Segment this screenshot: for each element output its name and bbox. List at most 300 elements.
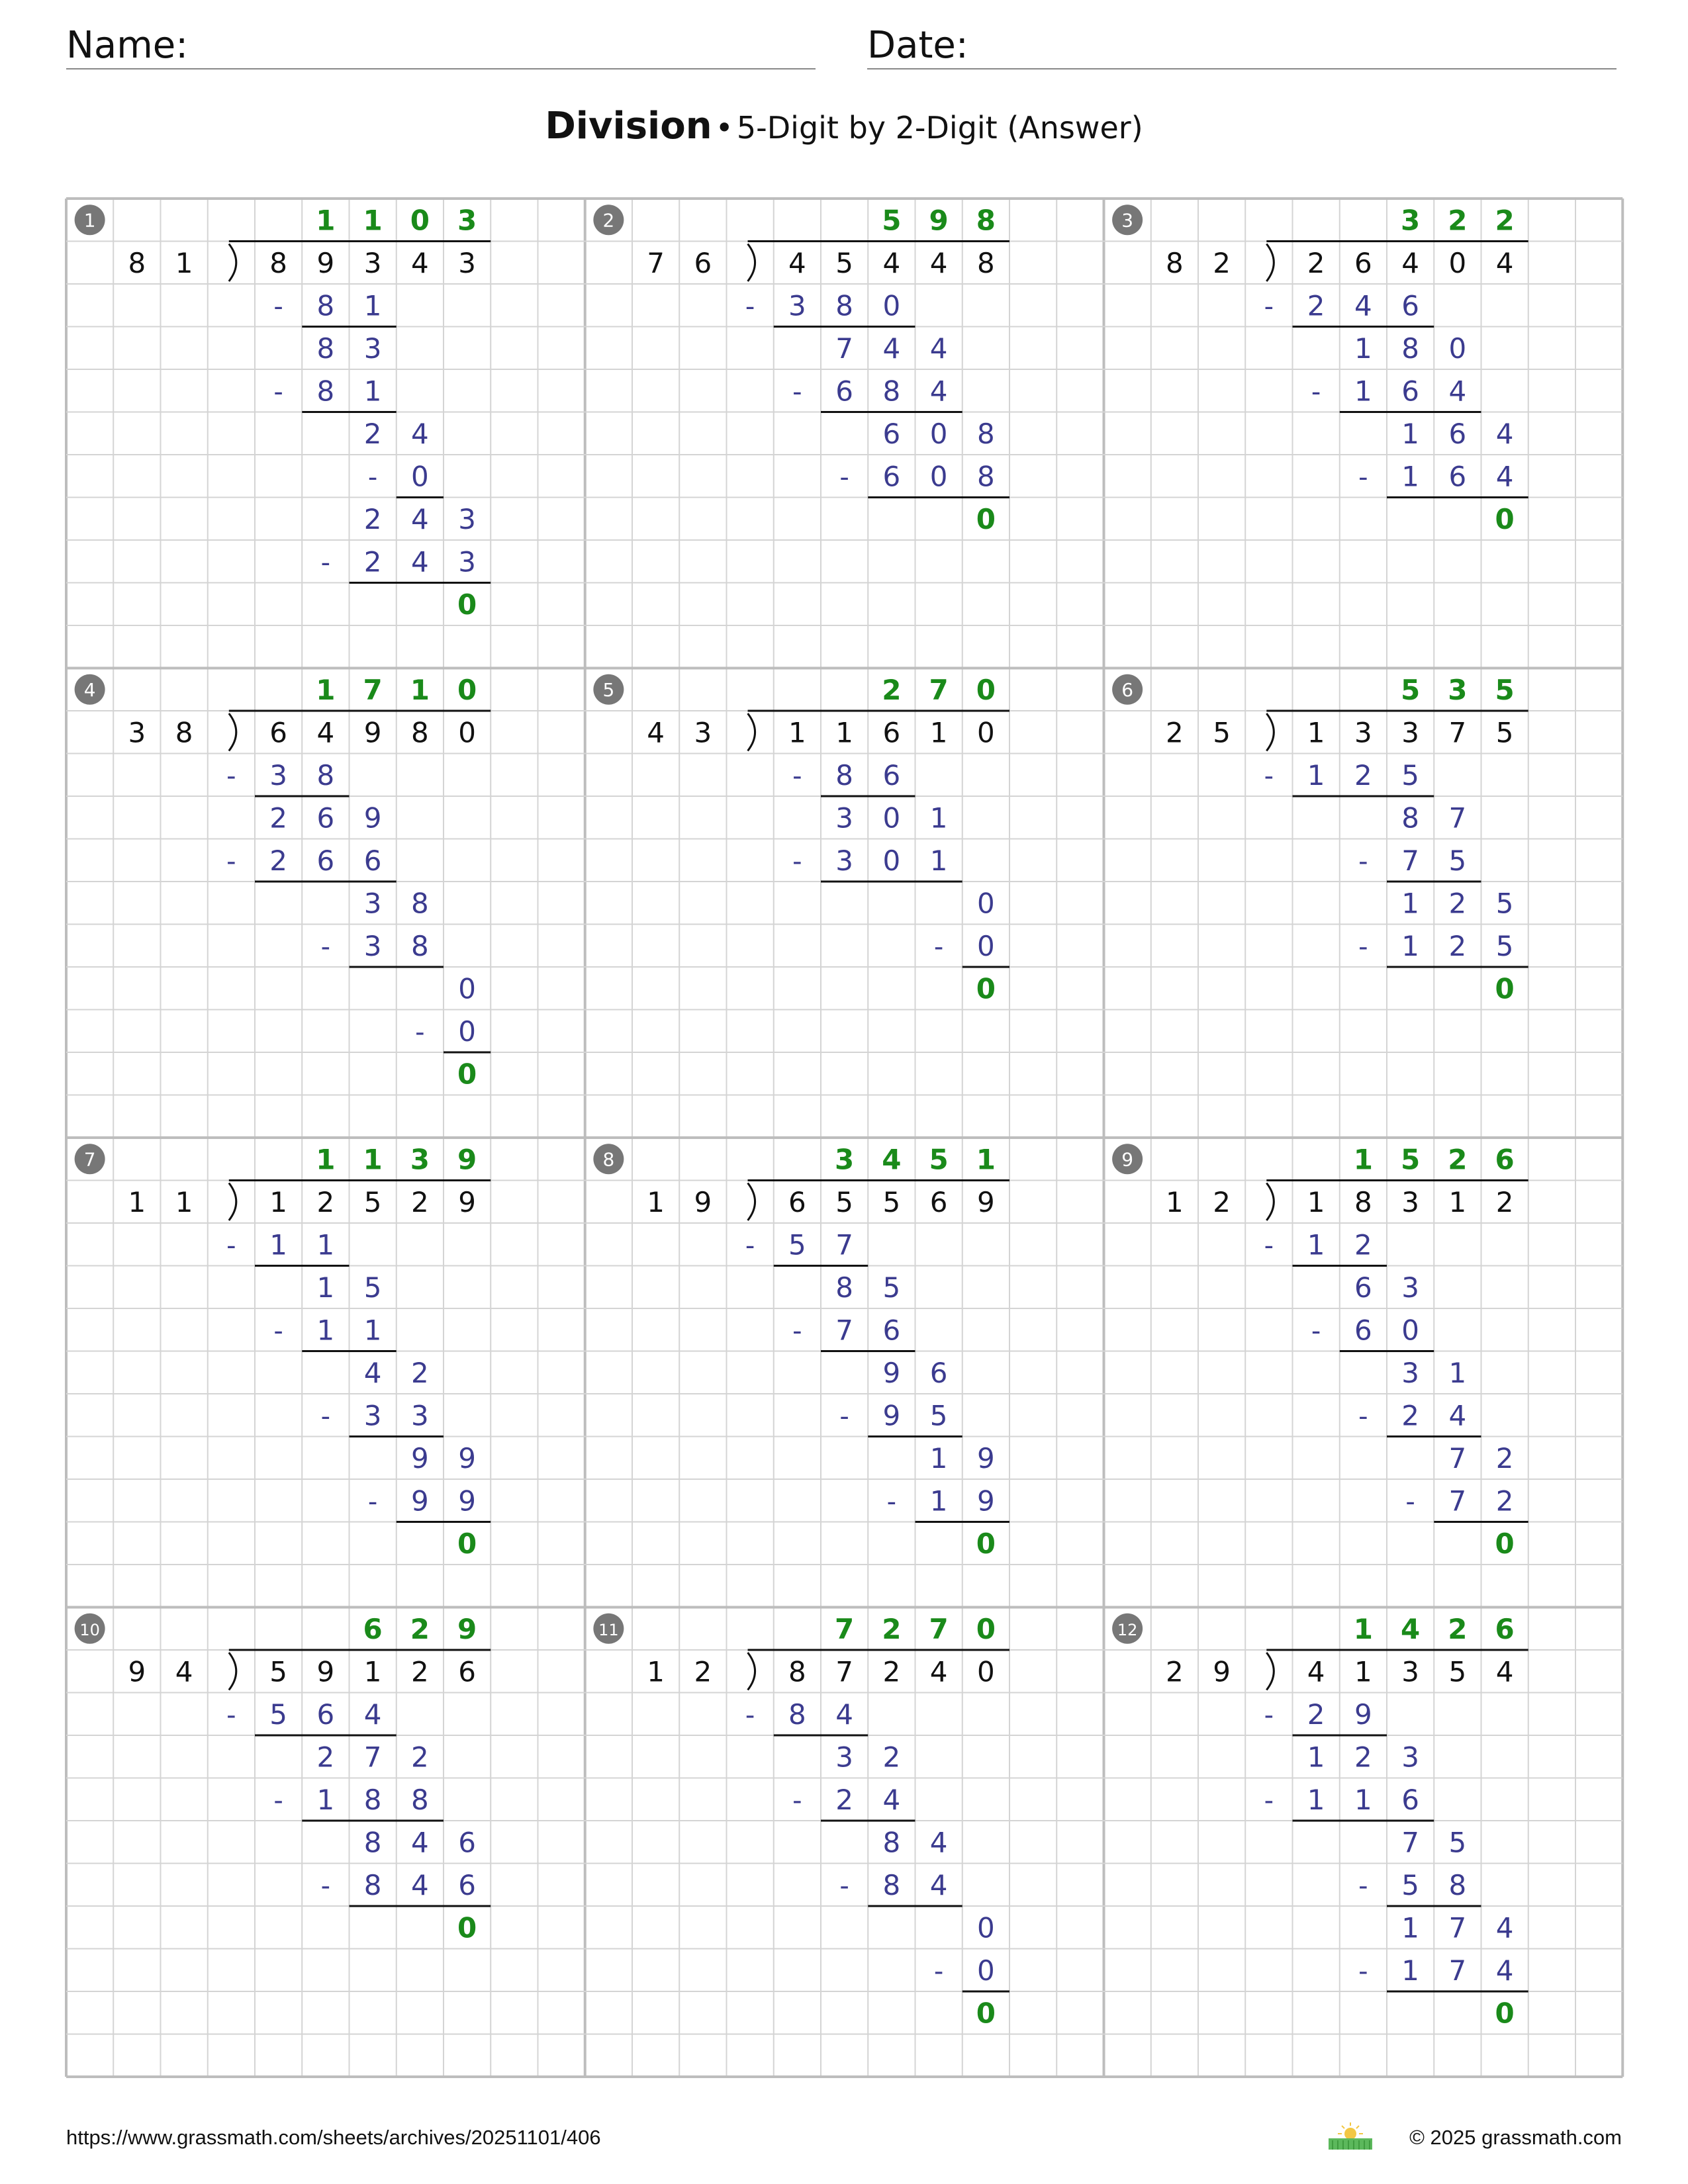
quotient-digit: 7 — [363, 673, 383, 706]
subtract-digit: 4 — [1495, 460, 1514, 493]
partial-digit: 3 — [363, 332, 382, 365]
problem-number: 4 — [83, 678, 96, 701]
quotient-digit: 2 — [1448, 1143, 1468, 1176]
remainder-digit: 0 — [976, 502, 996, 535]
quotient-digit: 5 — [882, 204, 902, 237]
dividend-digit: 1 — [788, 716, 806, 749]
partial-digit: 9 — [411, 1441, 429, 1475]
partial-digit: 8 — [363, 1826, 382, 1859]
partial-digit: 8 — [1401, 801, 1419, 835]
quotient-digit: 7 — [929, 1612, 949, 1645]
divisor-digit: 1 — [128, 1185, 146, 1218]
dividend-digit: 4 — [1401, 246, 1419, 279]
partial-digit: 0 — [458, 972, 476, 1005]
subtract-digit: 8 — [411, 929, 429, 962]
partial-digit: 4 — [929, 332, 948, 365]
dividend-digit: 2 — [411, 1185, 429, 1218]
partial-digit: 6 — [1354, 1271, 1372, 1304]
subtract-digit: 6 — [1401, 1783, 1419, 1816]
subtract-digit: 9 — [411, 1484, 429, 1518]
minus-sign: - — [792, 1785, 802, 1816]
dividend-digit: 8 — [977, 246, 995, 279]
partial-digit: 3 — [363, 887, 382, 920]
minus-sign: - — [415, 1017, 425, 1048]
remainder-digit: 0 — [1495, 1527, 1515, 1560]
title-main: Division — [545, 105, 712, 148]
partial-digit: 2 — [363, 417, 382, 450]
partial-digit: 5 — [1495, 887, 1514, 920]
minus-sign: - — [839, 1870, 849, 1901]
dividend-digit: 9 — [316, 1655, 335, 1688]
minus-sign: - — [1358, 1870, 1368, 1901]
divisor-digit: 9 — [694, 1185, 712, 1218]
dividend-digit: 4 — [316, 716, 335, 749]
dividend-digit: 5 — [363, 1185, 382, 1218]
subtract-digit: 8 — [411, 1783, 429, 1816]
minus-sign: - — [320, 1401, 331, 1432]
minus-sign: - — [792, 377, 802, 408]
minus-sign: - — [839, 1401, 849, 1432]
divisor-digit: 8 — [175, 716, 193, 749]
subtract-digit: 1 — [316, 1314, 335, 1347]
subtract-digit: 1 — [363, 1314, 382, 1347]
subtract-digit: 5 — [929, 1399, 948, 1432]
dividend-digit: 1 — [1354, 1655, 1372, 1688]
dividend-digit: 6 — [1354, 246, 1372, 279]
dividend-digit: 3 — [1401, 716, 1419, 749]
division-bracket — [748, 1183, 755, 1221]
subtract-digit: 1 — [1401, 460, 1419, 493]
subtract-digit: 3 — [363, 1399, 382, 1432]
dividend-digit: 1 — [1448, 1185, 1467, 1218]
partial-digit: 8 — [977, 417, 995, 450]
divisor-digit: 1 — [647, 1185, 665, 1218]
quotient-digit: 5 — [1495, 673, 1515, 706]
partial-digit: 1 — [929, 1441, 948, 1475]
divisor-digit: 1 — [647, 1655, 665, 1688]
subtract-digit: 8 — [882, 1868, 901, 1901]
quotient-digit: 2 — [1495, 204, 1515, 237]
quotient-digit: 3 — [835, 1143, 855, 1176]
dividend-digit: 4 — [788, 246, 806, 279]
subtract-digit: 9 — [1354, 1698, 1372, 1731]
subtract-digit: 5 — [1401, 758, 1419, 792]
subtract-digit: 1 — [929, 1484, 948, 1518]
quotient-digit: 6 — [1495, 1143, 1515, 1176]
quotient-digit: 8 — [976, 204, 996, 237]
grassmath-logo-icon — [1327, 2120, 1374, 2151]
dividend-digit: 1 — [1307, 716, 1325, 749]
subtract-digit: 6 — [1401, 289, 1419, 322]
divisor-digit: 5 — [1213, 716, 1231, 749]
divisor-digit: 4 — [647, 716, 665, 749]
subtract-digit: 2 — [269, 844, 287, 877]
partial-digit: 0 — [1448, 332, 1467, 365]
quotient-digit: 6 — [1495, 1612, 1515, 1645]
subtract-digit: 2 — [1354, 758, 1372, 792]
partial-digit: 2 — [269, 801, 287, 835]
minus-sign: - — [320, 547, 331, 578]
division-bracket — [229, 1183, 236, 1221]
dividend-digit: 4 — [1307, 1655, 1325, 1688]
subtract-digit: 5 — [788, 1228, 806, 1261]
subtract-digit: 5 — [1495, 929, 1514, 962]
dividend-digit: 8 — [269, 246, 287, 279]
dividend-digit: 3 — [1401, 1655, 1419, 1688]
partial-digit: 6 — [316, 801, 335, 835]
subtract-digit: 2 — [1307, 289, 1325, 322]
minus-sign: - — [1264, 1230, 1274, 1261]
problem-number: 12 — [1117, 1620, 1138, 1639]
subtract-digit: 4 — [835, 1698, 853, 1731]
partial-digit: 0 — [882, 801, 901, 835]
quotient-digit: 4 — [882, 1143, 902, 1176]
dividend-digit: 4 — [1495, 246, 1514, 279]
quotient-digit: 2 — [410, 1612, 430, 1645]
quotient-digit: 1 — [316, 1143, 336, 1176]
dividend-digit: 1 — [1307, 1185, 1325, 1218]
quotient-digit: 0 — [976, 673, 996, 706]
dividend-digit: 3 — [1354, 716, 1372, 749]
divisor-digit: 2 — [1166, 1655, 1184, 1688]
partial-digit: 1 — [1401, 417, 1419, 450]
partial-digit: 7 — [835, 332, 853, 365]
partial-digit: 2 — [1448, 887, 1467, 920]
dividend-digit: 5 — [1495, 716, 1514, 749]
subtract-digit: 8 — [316, 758, 335, 792]
subtract-digit: 2 — [1448, 929, 1467, 962]
dividend-digit: 8 — [788, 1655, 806, 1688]
minus-sign: - — [1264, 291, 1274, 322]
partial-digit: 3 — [458, 502, 476, 535]
partial-digit: 4 — [411, 502, 429, 535]
divisor-digit: 7 — [647, 246, 665, 279]
minus-sign: - — [1358, 1956, 1368, 1987]
subtract-digit: 3 — [269, 758, 287, 792]
minus-sign: - — [792, 1316, 802, 1347]
subtract-digit: 4 — [929, 375, 948, 408]
subtract-digit: 1 — [1354, 1783, 1372, 1816]
divisor-digit: 9 — [128, 1655, 146, 1688]
minus-sign: - — [273, 377, 283, 408]
subtract-digit: 0 — [977, 1954, 995, 1987]
partial-digit: 2 — [316, 1741, 335, 1774]
subtract-digit: 6 — [316, 844, 335, 877]
minus-sign: - — [1311, 377, 1321, 408]
subtract-digit: 8 — [835, 758, 853, 792]
subtract-digit: 9 — [882, 1399, 901, 1432]
problem-number: 3 — [1121, 209, 1134, 232]
subtract-digit: 0 — [882, 844, 901, 877]
minus-sign: - — [1311, 1316, 1321, 1347]
dividend-digit: 2 — [316, 1185, 335, 1218]
remainder-digit: 0 — [457, 588, 477, 621]
partial-digit: 6 — [1448, 417, 1467, 450]
minus-sign: - — [320, 1870, 331, 1901]
remainder-digit: 0 — [457, 1527, 477, 1560]
dividend-digit: 4 — [411, 246, 429, 279]
minus-sign: - — [933, 931, 944, 962]
dividend-digit: 9 — [363, 716, 382, 749]
partial-digit: 6 — [929, 1356, 948, 1389]
subtract-digit: 7 — [835, 1314, 853, 1347]
subtract-digit: 4 — [411, 1868, 429, 1901]
division-bracket — [1266, 713, 1274, 751]
problem-number: 7 — [83, 1148, 96, 1171]
minus-sign: - — [273, 1785, 283, 1816]
subtract-digit: 6 — [882, 758, 901, 792]
partial-digit: 1 — [1354, 332, 1372, 365]
subtract-digit: 2 — [1307, 1698, 1325, 1731]
dividend-digit: 2 — [411, 1655, 429, 1688]
division-bracket — [748, 244, 755, 282]
partial-digit: 9 — [882, 1356, 901, 1389]
dividend-digit: 9 — [316, 246, 335, 279]
minus-sign: - — [367, 1486, 378, 1518]
remainder-digit: 0 — [976, 1997, 996, 2030]
minus-sign: - — [745, 1700, 755, 1731]
partial-digit: 4 — [929, 1826, 948, 1859]
remainder-digit: 0 — [976, 972, 996, 1005]
partial-digit: 0 — [929, 417, 948, 450]
dividend-digit: 1 — [269, 1185, 287, 1218]
partial-digit: 7 — [1448, 801, 1467, 835]
minus-sign: - — [933, 1956, 944, 1987]
partial-digit: 4 — [411, 417, 429, 450]
minus-sign: - — [839, 462, 849, 493]
divisor-digit: 2 — [1166, 716, 1184, 749]
subtract-digit: 1 — [269, 1228, 287, 1261]
divisor-digit: 6 — [694, 246, 712, 279]
subtract-digit: 2 — [363, 545, 382, 578]
minus-sign: - — [1358, 462, 1368, 493]
partial-digit: 3 — [1401, 1356, 1419, 1389]
subtract-digit: 0 — [458, 1015, 476, 1048]
dividend-digit: 5 — [835, 1185, 853, 1218]
quotient-digit: 5 — [1401, 673, 1421, 706]
partial-digit: 1 — [1448, 1356, 1467, 1389]
dividend-digit: 6 — [788, 1185, 806, 1218]
dividend-digit: 4 — [1495, 1655, 1514, 1688]
subtract-digit: 1 — [1354, 375, 1372, 408]
partial-digit: 1 — [1401, 887, 1419, 920]
subtract-digit: 9 — [977, 1484, 995, 1518]
problem-number: 5 — [602, 678, 615, 701]
partial-digit: 2 — [1354, 1741, 1372, 1774]
partial-digit: 1 — [929, 801, 948, 835]
minus-sign: - — [226, 846, 236, 877]
dividend-digit: 5 — [835, 246, 853, 279]
divisor-digit: 9 — [1213, 1655, 1231, 1688]
minus-sign: - — [1358, 846, 1368, 877]
dividend-digit: 2 — [1495, 1185, 1514, 1218]
minus-sign: - — [226, 1230, 236, 1261]
subtract-digit: 6 — [835, 375, 853, 408]
partial-digit: 0 — [977, 1911, 995, 1944]
remainder-digit: 0 — [1495, 972, 1515, 1005]
subtract-digit: 8 — [835, 289, 853, 322]
minus-sign: - — [226, 1700, 236, 1731]
dividend-digit: 7 — [835, 1655, 853, 1688]
subtract-digit: 8 — [363, 1868, 382, 1901]
subtract-digit: 3 — [363, 929, 382, 962]
subtract-digit: 7 — [1448, 1484, 1467, 1518]
minus-sign: - — [1358, 931, 1368, 962]
partial-digit: 4 — [363, 1356, 382, 1389]
problem-number: 9 — [1121, 1148, 1134, 1171]
quotient-digit: 7 — [835, 1612, 855, 1645]
partial-digit: 1 — [1401, 1911, 1419, 1944]
minus-sign: - — [226, 760, 236, 792]
dividend-digit: 0 — [977, 716, 995, 749]
subtract-digit: 4 — [882, 1783, 901, 1816]
subtract-digit: 3 — [835, 844, 853, 877]
name-label: Name: — [66, 24, 189, 67]
subtract-digit: 4 — [1448, 375, 1467, 408]
partial-digit: 8 — [316, 332, 335, 365]
minus-sign: - — [886, 1486, 897, 1518]
subtract-digit: 6 — [1401, 375, 1419, 408]
subtract-digit: 1 — [1401, 929, 1419, 962]
subtract-digit: 8 — [316, 289, 335, 322]
quotient-digit: 2 — [882, 673, 902, 706]
partial-digit: 2 — [882, 1741, 901, 1774]
division-bracket — [748, 1653, 755, 1690]
partial-digit: 2 — [363, 502, 382, 535]
divisor-digit: 8 — [1166, 246, 1184, 279]
subtract-digit: 2 — [1354, 1228, 1372, 1261]
partial-digit: 1 — [316, 1271, 335, 1304]
partial-digit: 9 — [458, 1441, 476, 1475]
quotient-digit: 1 — [1353, 1612, 1373, 1645]
division-bracket — [229, 244, 236, 282]
subtract-digit: 8 — [788, 1698, 806, 1731]
dividend-digit: 1 — [835, 716, 853, 749]
partial-digit: 6 — [882, 417, 901, 450]
subtract-digit: 1 — [316, 1228, 335, 1261]
quotient-digit: 1 — [976, 1143, 996, 1176]
subtract-digit: 3 — [411, 1399, 429, 1432]
subtract-digit: 9 — [458, 1484, 476, 1518]
title-bullet: • — [715, 110, 733, 146]
partial-digit: 1 — [1307, 1741, 1325, 1774]
dividend-digit: 3 — [363, 246, 382, 279]
subtract-digit: 1 — [363, 375, 382, 408]
footer-url[interactable]: https://www.grassmath.com/sheets/archives/20251101/406 — [66, 2126, 601, 2149]
division-bracket — [1266, 1653, 1274, 1690]
subtract-digit: 2 — [1401, 1399, 1419, 1432]
partial-digit: 4 — [1495, 1911, 1514, 1944]
quotient-digit: 5 — [1401, 1143, 1421, 1176]
divisor-digit: 1 — [175, 246, 193, 279]
dividend-digit: 5 — [882, 1185, 901, 1218]
remainder-digit: 0 — [457, 1058, 477, 1091]
quotient-digit: 9 — [457, 1143, 477, 1176]
problem-number: 1 — [83, 209, 96, 232]
division-bracket — [1266, 1183, 1274, 1221]
subtract-digit: 7 — [1401, 844, 1419, 877]
minus-sign: - — [1264, 760, 1274, 792]
minus-sign: - — [1264, 1700, 1274, 1731]
subtract-digit: 2 — [1495, 1484, 1514, 1518]
quotient-digit: 0 — [976, 1612, 996, 1645]
quotient-digit: 2 — [882, 1612, 902, 1645]
partial-digit: 9 — [977, 1441, 995, 1475]
dividend-digit: 8 — [411, 716, 429, 749]
subtract-digit: 3 — [458, 545, 476, 578]
division-bracket — [1266, 244, 1274, 282]
minus-sign: - — [1405, 1486, 1415, 1518]
dividend-digit: 0 — [458, 716, 476, 749]
dividend-digit: 3 — [1401, 1185, 1419, 1218]
dividend-digit: 1 — [929, 716, 948, 749]
subtract-digit: 6 — [1448, 460, 1467, 493]
dividend-digit: 6 — [929, 1185, 948, 1218]
quotient-digit: 3 — [1448, 673, 1468, 706]
subtract-digit: 4 — [411, 545, 429, 578]
minus-sign: - — [1264, 1785, 1274, 1816]
quotient-digit: 1 — [363, 1143, 383, 1176]
quotient-digit: 2 — [1448, 1612, 1468, 1645]
minus-sign: - — [273, 291, 283, 322]
subtract-digit: 0 — [977, 929, 995, 962]
dividend-digit: 4 — [929, 1655, 948, 1688]
minus-sign: - — [320, 931, 331, 962]
dividend-digit: 4 — [882, 246, 901, 279]
dividend-digit: 8 — [1354, 1185, 1372, 1218]
divisor-digit: 2 — [1213, 246, 1231, 279]
dividend-digit: 6 — [882, 716, 901, 749]
quotient-digit: 3 — [410, 1143, 430, 1176]
date-label: Date: — [867, 24, 968, 67]
quotient-digit: 0 — [457, 673, 477, 706]
subtract-digit: 4 — [1448, 1399, 1467, 1432]
subtract-digit: 4 — [1354, 289, 1372, 322]
division-bracket — [229, 1653, 236, 1690]
partial-digit: 8 — [1401, 332, 1419, 365]
partial-digit: 8 — [882, 1826, 901, 1859]
problem-number: 2 — [602, 209, 615, 232]
quotient-digit: 2 — [1448, 204, 1468, 237]
partial-digit: 7 — [1401, 1826, 1419, 1859]
subtract-digit: 1 — [1307, 1228, 1325, 1261]
partial-digit: 5 — [882, 1271, 901, 1304]
dividend-digit: 3 — [458, 246, 476, 279]
dividend-digit: 9 — [458, 1185, 476, 1218]
partial-digit: 3 — [1401, 1271, 1419, 1304]
minus-sign: - — [792, 846, 802, 877]
partial-digit: 4 — [882, 332, 901, 365]
quotient-digit: 1 — [363, 204, 383, 237]
quotient-digit: 6 — [363, 1612, 383, 1645]
partial-digit: 3 — [835, 1741, 853, 1774]
partial-digit: 5 — [1448, 1826, 1467, 1859]
divisor-digit: 3 — [694, 716, 712, 749]
problem-number: 11 — [598, 1620, 619, 1639]
minus-sign: - — [745, 1230, 755, 1261]
subtract-digit: 0 — [929, 460, 948, 493]
subtract-digit: 5 — [269, 1698, 287, 1731]
subtract-digit: 6 — [458, 1868, 476, 1901]
dividend-digit: 5 — [1448, 1655, 1467, 1688]
subtract-digit: 8 — [316, 375, 335, 408]
remainder-digit: 0 — [1495, 502, 1515, 535]
partial-digit: 4 — [411, 1826, 429, 1859]
subtract-digit: 1 — [316, 1783, 335, 1816]
subtract-digit: 6 — [363, 844, 382, 877]
subtract-digit: 6 — [882, 460, 901, 493]
subtract-digit: 0 — [1401, 1314, 1419, 1347]
